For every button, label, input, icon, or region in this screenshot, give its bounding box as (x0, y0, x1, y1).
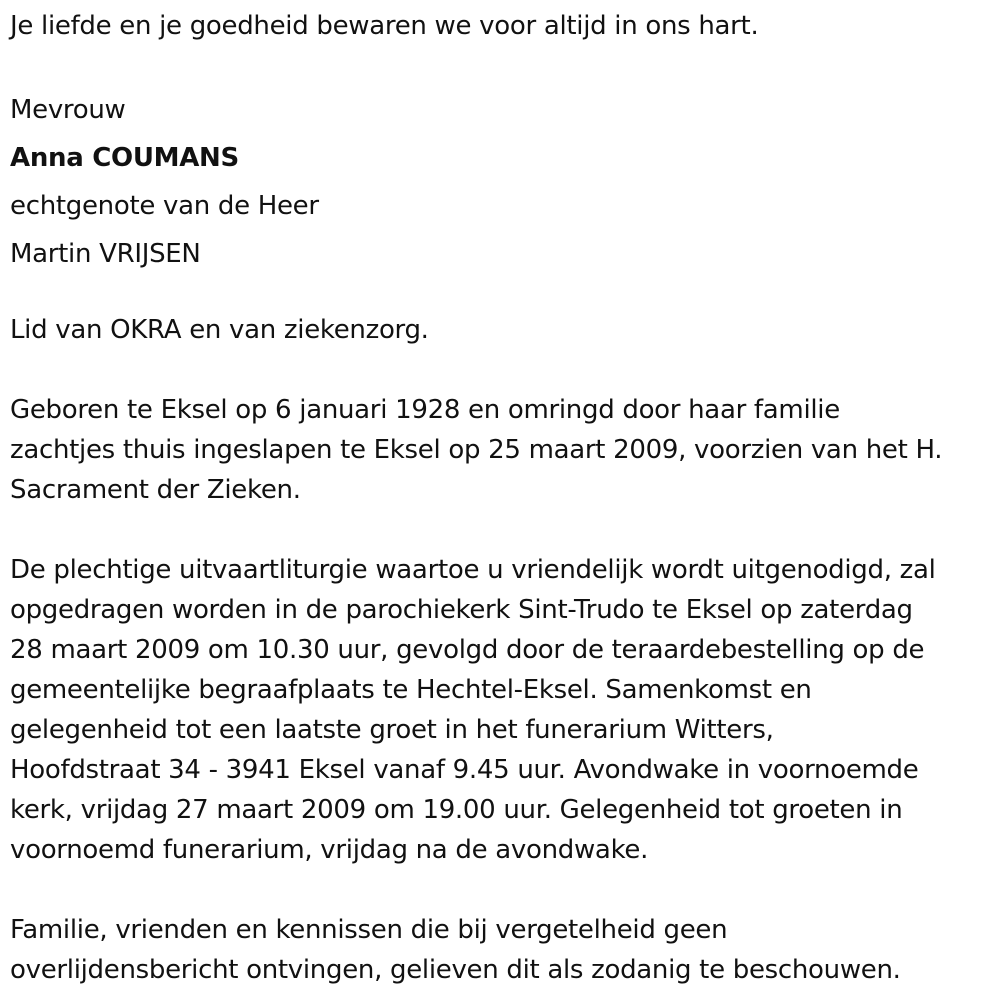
paragraph-line: Geboren te Eksel op 6 januari 1928 en omringd door haar familie (10, 395, 840, 425)
spacer (10, 278, 995, 310)
spacer (10, 350, 995, 390)
paragraph-line: overlijdensbericht ontvingen, gelieven dit als zodanig te beschouwen. (10, 955, 901, 985)
paragraph-line: Hoofdstraat 34 - 3941 Eksel vanaf 9.45 uur. Avondwake in voornoemde (10, 755, 919, 785)
spacer (10, 46, 995, 86)
paragraph-line: 28 maart 2009 om 10.30 uur, gevolgd door de teraardebestelling op de (10, 635, 925, 665)
person-relation: echtgenote van de Heer (10, 191, 319, 221)
membership-text: Lid van OKRA en van ziekenzorg. (10, 315, 429, 345)
closing-paragraph (10, 910, 995, 990)
spouse-name: Martin VRIJSEN (10, 239, 201, 269)
person-block (10, 86, 995, 278)
person-title: Mevrouw (10, 95, 126, 125)
paragraph-line: zachtjes thuis ingeslapen te Eksel op 25 maart 2009, voorzien van het H. (10, 435, 943, 465)
paragraph-line: Sacrament der Zieken. (10, 475, 301, 505)
paragraph-line: gemeentelijke begraafplaats te Hechtel-Eksel. Samenkomst en (10, 675, 812, 705)
paragraph-line: De plechtige uitvaartliturgie waartoe u vriendelijk wordt uitgenodigd, zal (10, 555, 936, 585)
spacer (10, 870, 995, 910)
paragraph-line: kerk, vrijdag 27 maart 2009 om 19.00 uur. Gelegenheid tot groeten in (10, 795, 903, 825)
spacer (10, 510, 995, 550)
paragraph-line: Familie, vrienden en kennissen die bij vergetelheid geen (10, 915, 728, 945)
paragraph-line: gelegenheid tot een laatste groet in het funerarium Witters, (10, 715, 774, 745)
person-name: Anna COUMANS (10, 143, 239, 173)
paragraph-line: opgedragen worden in de parochiekerk Sint-Trudo te Eksel op zaterdag (10, 595, 913, 625)
opening-quote: Je liefde en je goedheid bewaren we voor altijd in ons hart. (10, 11, 759, 41)
obituary-document (10, 6, 995, 990)
paragraph-line: voornoemd funerarium, vrijdag na de avondwake. (10, 835, 649, 865)
funeral-paragraph (10, 550, 995, 870)
birth-death-paragraph (10, 390, 995, 510)
